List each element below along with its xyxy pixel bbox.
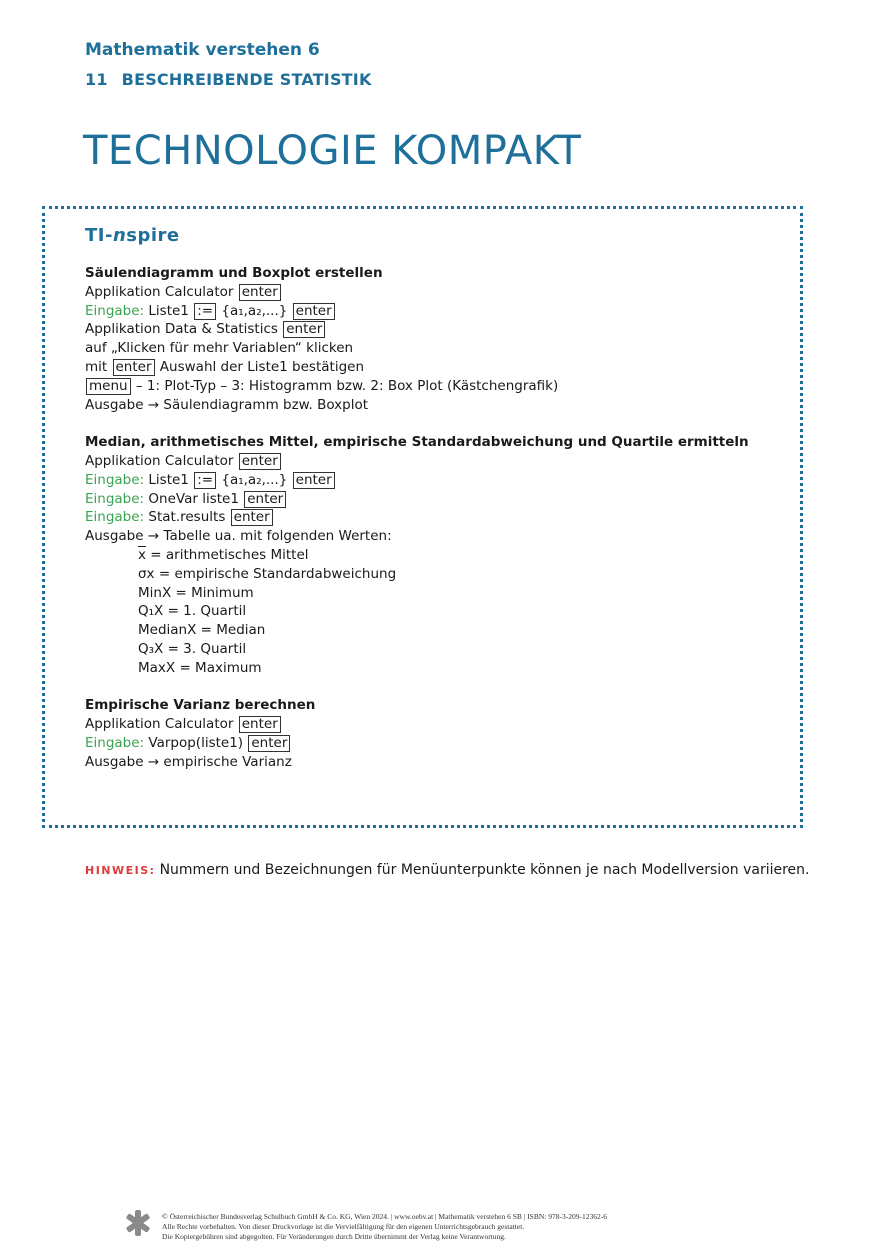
line-text: Applikation Data & Statistics xyxy=(85,321,283,338)
instruction-line: auf „Klicken für mehr Variablen“ klicken xyxy=(85,340,354,357)
page-title: TECHNOLOGIE KOMPAKT xyxy=(83,128,582,174)
line-text: Stat.results xyxy=(144,509,230,526)
output-line: Ausgabe → Tabelle ua. mit folgenden Werten: xyxy=(85,528,392,545)
chapter-heading xyxy=(85,70,372,89)
section-heading: Säulendiagramm und Boxplot erstellen xyxy=(85,265,383,281)
output-line: Ausgabe → Säulendiagramm bzw. Boxplot xyxy=(85,396,369,413)
line-text: mit xyxy=(85,358,112,375)
line-text: Liste1 xyxy=(144,302,194,319)
enter-key: enter xyxy=(244,491,286,508)
line-text: = arithmetisches Mittel xyxy=(146,546,309,563)
line-text: – 1: Plot-Typ – 3: Histogramm bzw. 2: Box Plot (Kästchengrafik) xyxy=(131,377,559,394)
instruction-line xyxy=(85,283,785,302)
value-line: MaxX = Maximum xyxy=(138,659,262,676)
publisher-logo-icon xyxy=(124,1209,152,1237)
hint-note xyxy=(85,862,809,878)
chapter-title: BESCHREIBENDE STATISTIK xyxy=(121,70,372,89)
line-text: Applikation Calculator xyxy=(85,716,238,733)
assign-key: := xyxy=(194,303,216,320)
instruction-line xyxy=(85,715,785,734)
value-line: σx = empirische Standardabweichung xyxy=(138,565,397,582)
enter-key: enter xyxy=(283,321,325,338)
input-label: Eingabe: xyxy=(85,509,145,526)
enter-key: enter xyxy=(248,735,290,752)
value-line xyxy=(85,546,785,565)
enter-key: enter xyxy=(239,284,281,301)
enter-key: enter xyxy=(293,303,335,320)
input-label: Eingabe: xyxy=(85,471,145,488)
output-line: Ausgabe → empirische Varianz xyxy=(85,753,292,770)
mean-symbol: $\overline{x}$ xyxy=(138,546,146,563)
spacer xyxy=(85,678,785,697)
enter-key: enter xyxy=(239,453,281,470)
chapter-number: 11 xyxy=(85,70,108,89)
input-label: Eingabe: xyxy=(85,302,145,319)
instruction-line xyxy=(85,320,785,339)
line-text: OneVar liste1 xyxy=(144,490,244,507)
line-text: Applikation Calculator xyxy=(85,283,238,300)
hint-text: Nummern und Bezeichnungen für Menüunterpunkte können je nach Modellversion variieren. xyxy=(159,862,810,878)
footer-copyright xyxy=(162,1212,607,1242)
brand-title xyxy=(85,225,180,246)
instruction-line xyxy=(85,358,785,377)
hint-label: HINWEIS: xyxy=(85,864,156,877)
box-content xyxy=(85,264,785,772)
section-heading: Empirische Varianz berechnen xyxy=(85,697,316,714)
enter-key: enter xyxy=(231,509,273,526)
value-line: MedianX = Median xyxy=(138,622,266,639)
brand-suffix: spire xyxy=(126,225,180,246)
brand-n: n xyxy=(112,225,127,246)
instruction-line xyxy=(85,302,785,321)
line-text: Varpop(liste1) xyxy=(144,734,248,751)
enter-key: enter xyxy=(293,472,335,489)
value-line: Q₃X = 3. Quartil xyxy=(138,640,247,657)
footer-line: Alle Rechte vorbehalten. Von dieser Druckvorlage ist die Vervielfältigung für den eigenen Unterrichtsgebrauch gestattet. xyxy=(162,1222,525,1231)
instruction-line xyxy=(85,377,785,396)
value-line: Q₁X = 1. Quartil xyxy=(138,603,247,620)
spacer xyxy=(85,414,785,433)
value-line: MinX = Minimum xyxy=(138,584,254,601)
footer-line: Die Kopiergebühren sind abgegolten. Für Veränderungen durch Dritte übernimmt der Verlag keine Verantwortung. xyxy=(162,1232,506,1241)
instruction-line xyxy=(85,452,785,471)
input-label: Eingabe: xyxy=(85,490,145,507)
line-text: {a₁,a₂,...} xyxy=(217,471,292,488)
instruction-line xyxy=(85,490,785,509)
enter-key: enter xyxy=(239,716,281,733)
enter-key: enter xyxy=(113,359,155,376)
instruction-line xyxy=(85,471,785,490)
book-title: Mathematik verstehen 6 xyxy=(85,40,320,60)
line-text: {a₁,a₂,...} xyxy=(217,302,292,319)
footer-line: © Österreichischer Bundesverlag Schulbuch GmbH & Co. KG, Wien 2024. | www.oebv.at | Mathematik verstehen 6 SB | ISBN: 978-3-209-12362-6 xyxy=(162,1212,607,1221)
instruction-line xyxy=(85,508,785,527)
brand-prefix: TI- xyxy=(85,225,113,246)
line-text: Applikation Calculator xyxy=(85,452,238,469)
menu-key: menu xyxy=(86,378,131,395)
section-heading: Median, arithmetisches Mittel, empirische Standardabweichung und Quartile ermitteln xyxy=(85,434,749,451)
instruction-line xyxy=(85,734,785,753)
line-text: Liste1 xyxy=(144,471,194,488)
input-label: Eingabe: xyxy=(85,734,145,751)
line-text: Auswahl der Liste1 bestätigen xyxy=(155,358,364,375)
assign-key: := xyxy=(194,472,216,489)
